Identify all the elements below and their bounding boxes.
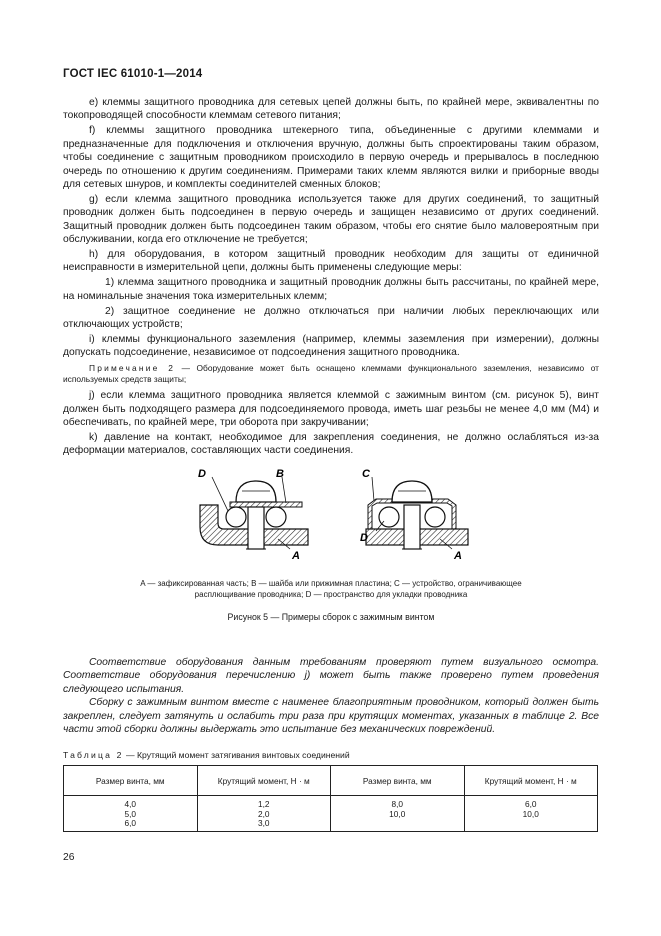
legend-line-1: A — зафиксированная часть; B — шайба или прижимная пластина; C — устройство, ограничивающее [140, 579, 522, 588]
col-torque-1 [197, 796, 331, 832]
item-g: g) если клемма защитного проводника используется также для других соединений, то защитный проводник должен быть подсоединен в первую очередь и защищен независимо от других соединений. Защитный проводник должен быть подсоединен таким образом, чтобы его снятие было маловероятным при обслуживании, когда его отключение не требуется; [63, 193, 599, 246]
left-conductor-2 [266, 507, 286, 527]
standard-header: ГОСТ IEC 61010-1—2014 [63, 68, 203, 80]
label-b-left: B [276, 468, 284, 480]
left-conductor-1 [226, 507, 246, 527]
table-cell: 8,0 [391, 799, 404, 809]
right-assembly [360, 468, 468, 562]
right-screw-shank [404, 505, 420, 549]
header-screw-size-2: Размер винта, мм [331, 766, 465, 796]
figure-caption: Рисунок 5 — Примеры сборок с зажимным винтом [227, 612, 435, 622]
item-j: j) если клемма защитного проводника является клеммой с зажимным винтом (см. рисунок 5), винт должен быть подходящего размера для подсоединяемого провода, иметь шаг резьбы не менее 4,0 мм (М4) и обеспечивать, по крайней мере, три оборота при закручивании; [63, 390, 599, 428]
table-cell: 3,0 [257, 818, 270, 828]
table-cell: 10,0 [389, 808, 406, 819]
table-cell: 10,0 [522, 808, 539, 819]
note-2 [63, 363, 599, 385]
item-h2: 2) защитное соединение не должно отключаться при наличии любых переключающих или отключающих устройств; [63, 305, 599, 330]
right-conductor-2 [425, 507, 445, 527]
table-caption-text: — Крутящий момент затягивания винтовых соединений [123, 750, 350, 760]
compliance-check [63, 656, 599, 736]
item-h1: 1) клемма защитного проводника и защитный проводник должны быть рассчитаны, по крайней мере, на номинальные значения тока измерительных клемм; [63, 277, 599, 302]
table-cell: 2,0 [257, 808, 270, 819]
left-assembly [198, 468, 308, 562]
legend-line-2: расплющивание проводника; D — пространство для укладки проводника [194, 590, 468, 599]
left-screw-head [236, 481, 276, 502]
torque-table [63, 765, 598, 832]
table-caption [63, 750, 350, 760]
table-caption-label: Таблица 2 [63, 750, 124, 760]
left-washer [230, 502, 302, 507]
label-d-left: D [198, 468, 206, 480]
header-screw-size-1: Размер винта, мм [64, 766, 198, 796]
item-e: e) клеммы защитного проводника для сетевых цепей должны быть, по крайней мере, эквивалентны по токопроводящей способности клеммам сетевого питания; [63, 97, 599, 122]
figure-legend [100, 578, 562, 600]
header-torque-2: Крутящий момент, Н · м [464, 766, 598, 796]
table-cell: 6,0 [524, 799, 537, 809]
label-a-right: A [454, 550, 462, 562]
table-row [64, 796, 598, 832]
table-cell: 4,0 [124, 799, 137, 809]
check-paragraph-1: Соответствие оборудования данным требованиям проверяют путем визуального осмотра. Соответствие оборудования перечислению j) может быть также проверено путем проведения следующего испытания. [63, 657, 599, 695]
note-label: Примечание 2 [89, 362, 176, 373]
table-cell: 1,2 [257, 799, 270, 809]
page-number: 26 [63, 852, 75, 863]
header-torque-1: Крутящий момент, Н · м [197, 766, 331, 796]
check-paragraph-2: Сборку с зажимным винтом вместе с наименее благоприятным проводником, который должен быть закреплен, следует затянуть и ослабить три раза при крутящих моментах, указанных в таблице 2. Все части этой сборки должны выдержать это испытание без механических повреждений. [63, 697, 599, 736]
table-cell: 6,0 [124, 818, 137, 828]
label-a-left: A [292, 550, 300, 562]
label-c-right: C [362, 468, 370, 480]
item-i: i) клеммы функционального заземления (например, клеммы заземления при измерении), должны допускать подсоединение, независимое от подсоединения защитного проводника. [63, 333, 599, 359]
col-screw-size-1 [64, 796, 198, 832]
item-f: f) клеммы защитного проводника штекерного типа, объединенные с другими клеммами и предназначенные для подключения и отключения вручную, должны быть спроектированы таким образом, чтобы соединение с защитным проводником происходило в первую очередь и прерывалось в последнюю очередь по отношению к другим соединениям. Примерами таких клемм являются вилки и приборные вводы для сетевых шнуров, и комплекты соединителей сменных блоков; [63, 125, 599, 190]
col-screw-size-2 [331, 796, 465, 832]
item-h: h) для оборудования, в котором защитный проводник необходим для защиты от единичной неисправности в измерительной цепи, должны быть применены следующие меры: [63, 248, 599, 274]
table-cell: 5,0 [124, 808, 137, 819]
requirements-text [63, 96, 599, 459]
item-k: k) давление на контакт, необходимое для закрепления соединения, не должно ослабляться из-за деформации материалов, составляющих части соединения. [63, 431, 599, 457]
label-d-right: D [360, 532, 368, 544]
col-torque-2 [464, 796, 598, 832]
note-text: — Оборудование может быть оснащено клеммами функционального заземления, независимо от используемых средств защиты; [63, 362, 600, 384]
right-screw-head [392, 481, 432, 502]
figure-5-drawing [190, 465, 480, 575]
table-header-row [64, 766, 598, 796]
left-screw-shank [248, 507, 264, 549]
